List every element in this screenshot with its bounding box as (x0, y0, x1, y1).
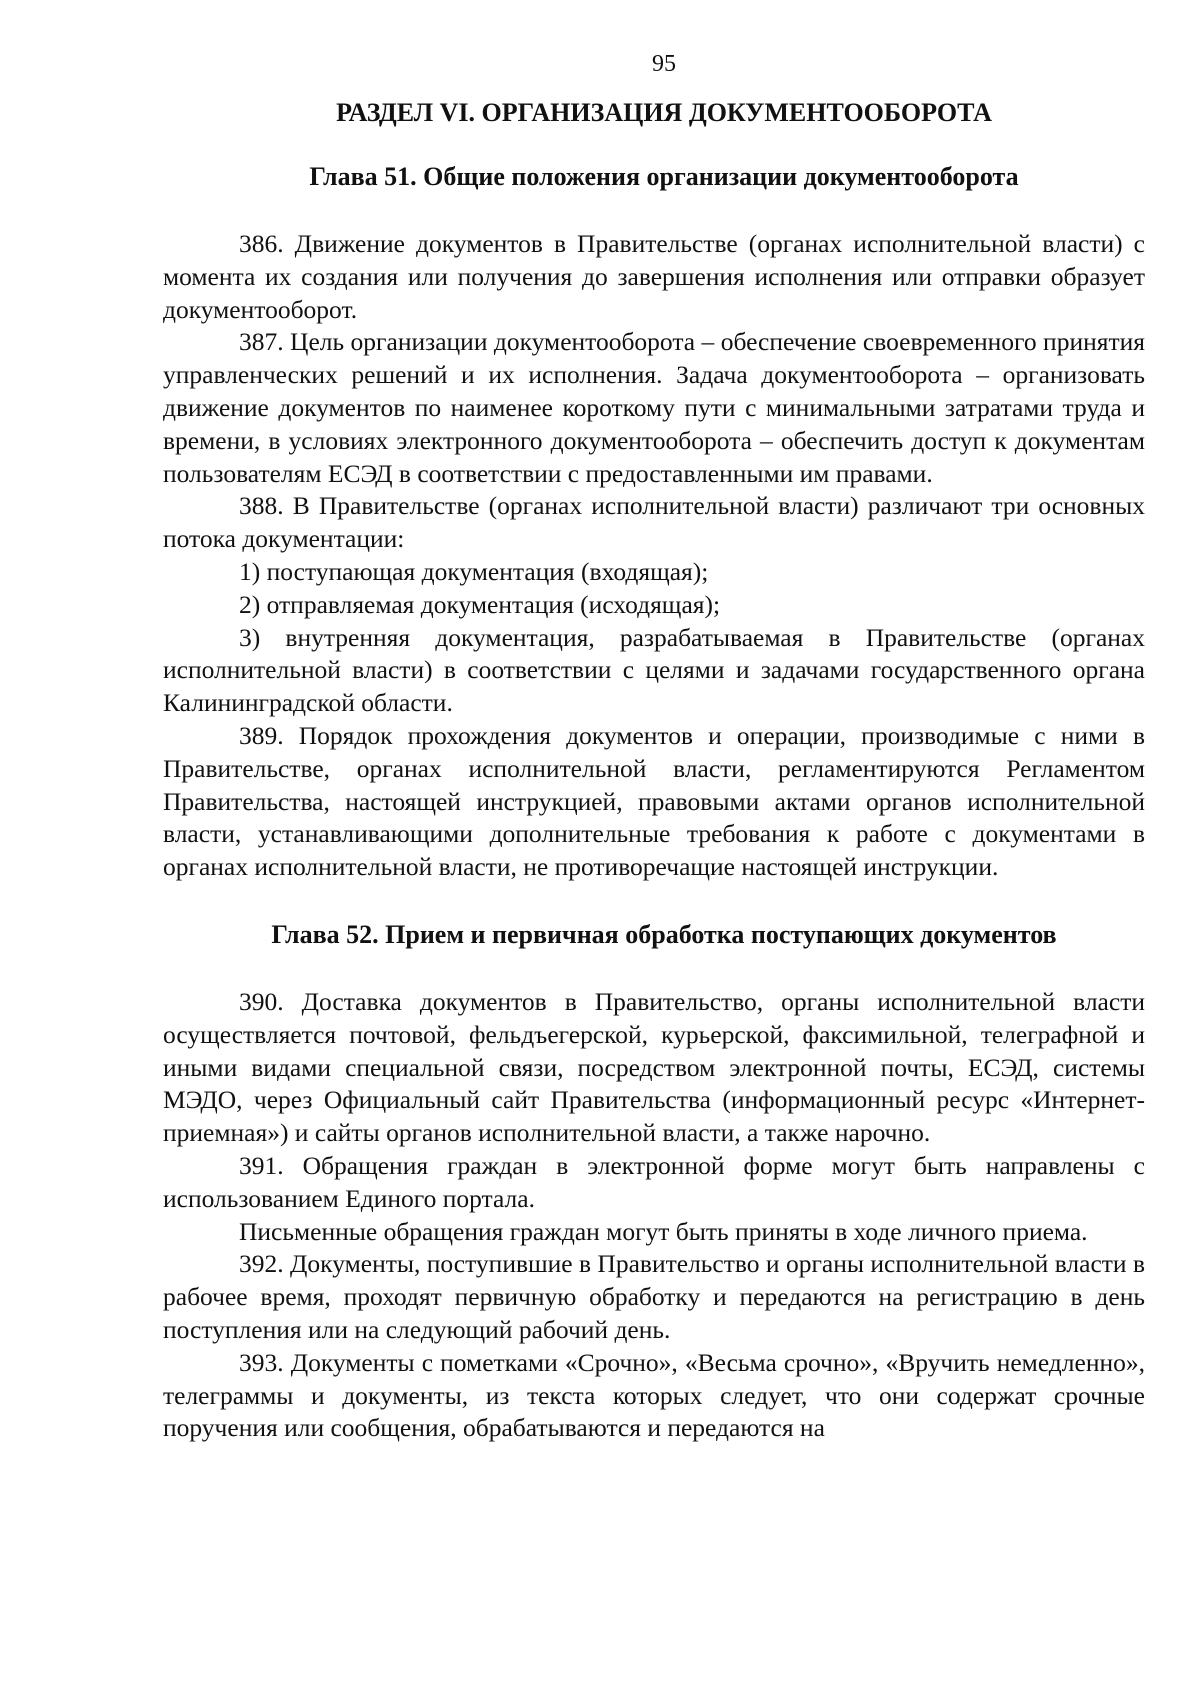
paragraph-393: 393. Документы с пометками «Срочно», «Весьма срочно», «Вручить немедленно», телеграммы и документы, из текста которых следует, что они содержат срочные поручения или сообщения, обрабатываются и передаются на (163, 1347, 1145, 1443)
paragraph-389: 389. Порядок прохождения документов и операции, производимые с ними в Правительстве, органах исполнительной власти, регламентируются Регламентом Правительства, настоящей инструкцией, правовыми актами органов исполнительной власти, устанавливающими дополнительные требования к работе с документами в органах исполнительной власти, не противоречащие настоящей инструкции. (163, 720, 1145, 882)
chapter-title: Глава 52. Прием и первичная обработка поступающих документов (271, 919, 1057, 949)
paragraph-388: 388. В Правительстве (органах исполнительной власти) различают три основных потока документации: (163, 491, 1145, 554)
paragraph-390: 390. Доставка документов в Правительство, органы исполнительной власти осуществляется почтовой, фельдъегерской, курьерской, факсимильной, телеграфной и иными видами специальной связи, посредством электронной почты, ЕСЭД, системы МЭДО, через Официальный сайт Правительства (информационный ресурс «Интернет-приемная») и сайты органов исполнительной власти, а также нарочно. (163, 986, 1145, 1148)
paragraph-387: 387. Цель организации документооборота – обеспечение своевременного принятия управленческих решений и их исполнения. Задача документооборота – организовать движение документов по наименее короткому пути с минимальными затратами труда и времени, в условиях электронного документооборота – обеспечить доступ к документам пользователям ЕСЭД в соответствии с предоставленными им правами. (163, 327, 1145, 488)
paragraph-391-continued: Письменные обращения граждан могут быть приняты в ходе личного приема. (239, 1216, 1088, 1246)
paragraph-392: 392. Документы, поступившие в Правительство и органы исполнительной власти в рабочее время, проходят первичную обработку и передаются на регистрацию в день поступления или на следующий рабочий день. (163, 1249, 1145, 1344)
chapter-title: Глава 51. Общие положения организации документооборота (309, 162, 1019, 191)
section-title: РАЗДЕЛ VI. ОРГАНИЗАЦИЯ ДОКУМЕНТООБОРОТА (336, 98, 992, 127)
list-item-incoming: 1) поступающая документация (входящая); (239, 556, 709, 586)
page-number: 95 (652, 51, 676, 77)
paragraph-391: 391. Обращения граждан в электронной форме могут быть направлены с использованием Единого портала. (163, 1150, 1145, 1213)
paragraph-386: 386. Движение документов в Правительстве (органах исполнительной власти) с момента их создания или получения до завершения исполнения или отправки образует документооборот. (163, 229, 1145, 324)
list-item-internal: 3) внутренняя документация, разрабатываемая в Правительстве (органах исполнительной власти) в соответствии с целями и задачами государственного органа Калининградской области. (163, 622, 1145, 718)
list-item-outgoing: 2) отправляемая документация (исходящая); (239, 589, 721, 619)
document-page (163, 48, 1145, 1445)
